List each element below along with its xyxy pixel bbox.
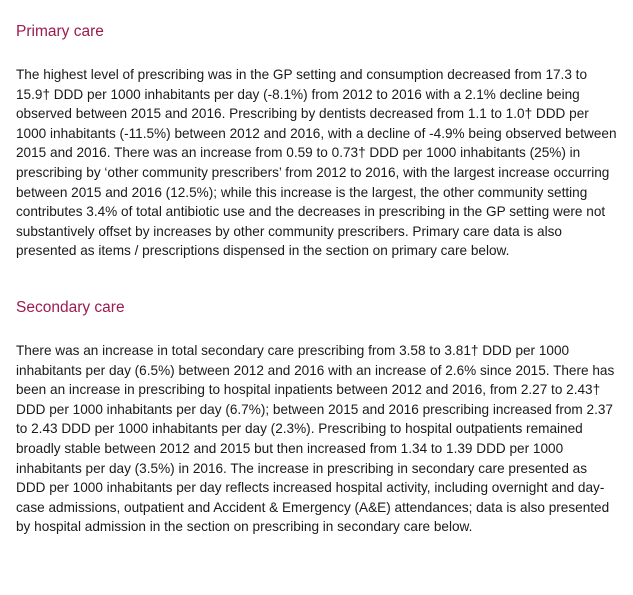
primary-care-section-body-container (16, 65, 618, 261)
primary-care-section-heading-container (16, 22, 618, 42)
secondary-care-section-body-container (16, 341, 618, 537)
primary-care-paragraph: The highest level of prescribing was in the GP setting and consumption decreased from 17.3 to 15.9† DDD per 1000 inhabitants per day (-8.1%) from 2012 to 2016 with a 2.1% decline being observed between 2015 and 2016. Prescribing by dentists decreased from 1.1 to 1.0† DDD per 1000 inhabitants (-11.5%) between 2012 and 2016, with a decline of -4.9% being observed between 2015 and 2016. There was an increase from 0.59 to 0.73† DDD per 1000 inhabitants (25%) in prescribing by ‘other community prescribers’ from 2012 to 2016, with the largest increase occurring between 2015 and 2016 (12.5%); while this increase is the largest, the other community setting contributes 3.4% of total antibiotic use and the decreases in prescribing in the GP setting were not substantively offset by increases by other community prescribers. Primary care data is also presented as items / prescriptions dispensed in the section on primary care below. (16, 67, 617, 259)
primary-care-heading: Primary care (16, 23, 104, 40)
secondary-care-heading: Secondary care (16, 299, 125, 316)
secondary-care-paragraph: There was an increase in total secondary care prescribing from 3.58 to 3.81† DDD per 1000 inhabitants per day (6.5%) between 2012 and 2016 with an increase of 2.6% since 2015. There has been an increase in prescribing to hospital inpatients between 2012 and 2016, from 2.27 to 2.43† DDD per 1000 inhabitants per day (6.7%); between 2015 and 2016 prescribing increased from 2.37 to 2.43 DDD per 1000 inhabitants per day (2.3%). Prescribing to hospital outpatients remained broadly stable between 2012 and 2015 but then increased from 1.34 to 1.39 DDD per 1000 inhabitants per day (3.5%) in 2016. The increase in prescribing in secondary care presented as DDD per 1000 inhabitants per day reflects increased hospital activity, including overnight and day-case admissions, outpatient and Accident & Emergency (A&E) attendances; data is also presented by hospital admission in the section on prescribing in secondary care below. (16, 343, 615, 535)
secondary-care-section-heading-container (16, 298, 618, 318)
